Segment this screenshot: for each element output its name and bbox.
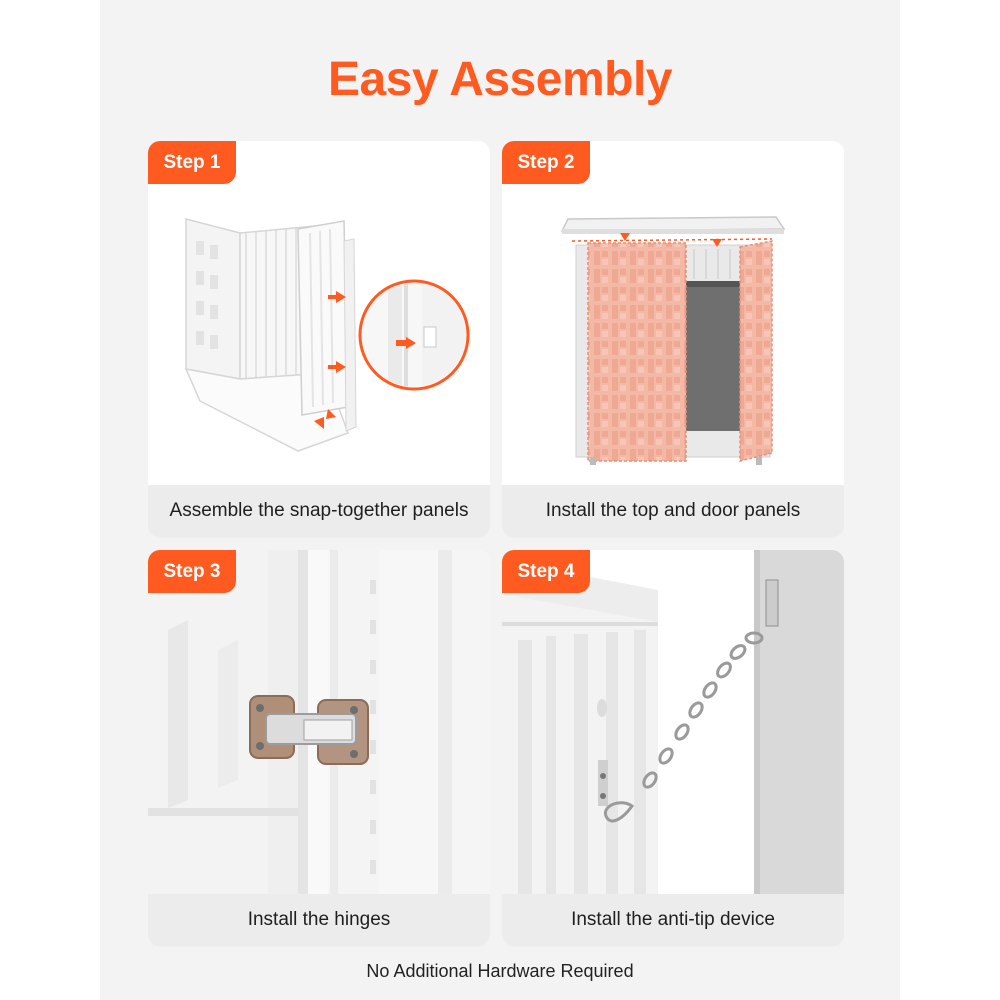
step-caption-3: Install the hinges bbox=[148, 894, 490, 946]
top-and-doors-illustration bbox=[502, 141, 844, 485]
step-image-3 bbox=[148, 550, 490, 894]
step-badge-1: Step 1 bbox=[148, 141, 236, 184]
assembly-page bbox=[100, 0, 900, 1000]
anti-tip-illustration bbox=[502, 550, 844, 894]
step-image-4 bbox=[502, 550, 844, 894]
step-caption-1: Assemble the snap-together panels bbox=[148, 485, 490, 537]
step-caption-2: Install the top and door panels bbox=[502, 485, 844, 537]
hinge-illustration bbox=[148, 550, 490, 894]
snap-panels-illustration bbox=[148, 141, 490, 485]
step-card-2 bbox=[502, 141, 844, 537]
step-card-4 bbox=[502, 550, 844, 946]
step-caption-4: Install the anti-tip device bbox=[502, 894, 844, 946]
step-card-3 bbox=[148, 550, 490, 946]
step-badge-4: Step 4 bbox=[502, 550, 590, 593]
step-card-1 bbox=[148, 141, 490, 537]
step-badge-3: Step 3 bbox=[148, 550, 236, 593]
step-badge-2: Step 2 bbox=[502, 141, 590, 184]
hardware-note: No Additional Hardware Required bbox=[366, 961, 634, 981]
step-image-2 bbox=[502, 141, 844, 485]
page-title: Easy Assembly bbox=[328, 53, 672, 106]
step-image-1 bbox=[148, 141, 490, 485]
